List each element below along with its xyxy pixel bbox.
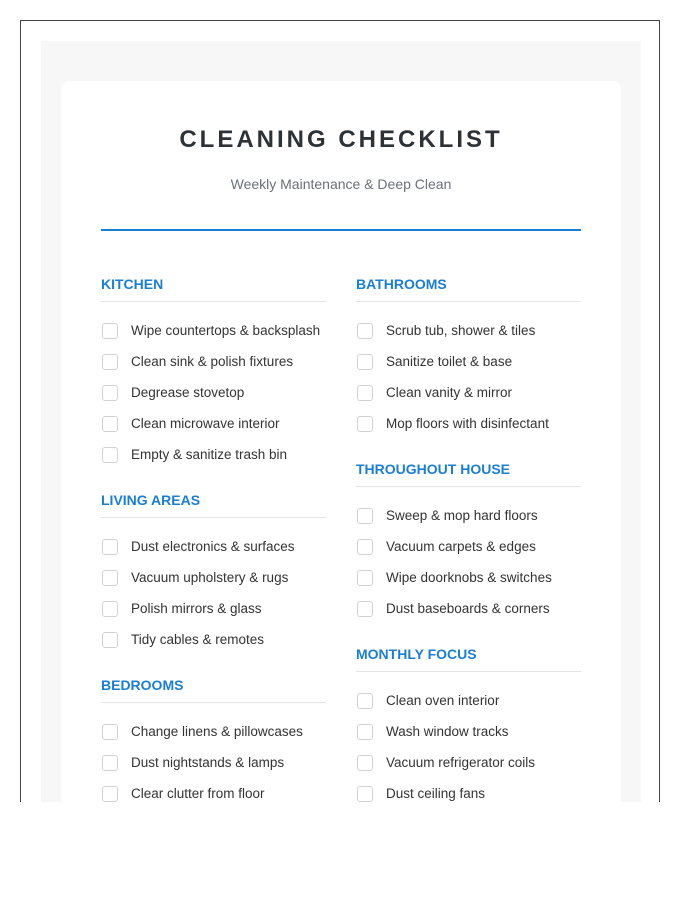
checklist-item[interactable] xyxy=(356,747,581,778)
checklist-item[interactable] xyxy=(356,531,581,562)
page-backdrop xyxy=(41,41,641,802)
checkbox[interactable] xyxy=(102,786,118,802)
checklist-item[interactable] xyxy=(101,562,326,593)
checkbox[interactable] xyxy=(357,539,373,555)
checklist-item-label: Clear clutter from floor xyxy=(131,786,265,801)
section-bedrooms xyxy=(101,677,326,802)
checklist-item-label: Clean vanity & mirror xyxy=(386,385,513,400)
checklist-item[interactable] xyxy=(356,408,581,439)
checklist-item[interactable] xyxy=(101,315,326,346)
checklist-item[interactable] xyxy=(356,778,581,802)
checklist-item[interactable] xyxy=(356,500,581,531)
section-monthly-focus xyxy=(356,646,581,802)
checklist-item[interactable] xyxy=(356,315,581,346)
checklist-item-label: Sweep & mop hard floors xyxy=(386,508,538,523)
checklist-item-label: Degrease stovetop xyxy=(131,385,245,400)
checkbox[interactable] xyxy=(357,508,373,524)
checklist-item[interactable] xyxy=(356,716,581,747)
header-divider xyxy=(101,229,581,231)
section-living-areas xyxy=(101,492,326,655)
checkbox[interactable] xyxy=(102,632,118,648)
checkbox[interactable] xyxy=(357,416,373,432)
checklist-item-label: Vacuum upholstery & rugs xyxy=(131,570,289,585)
section-bathrooms xyxy=(356,276,581,439)
checklist-item-label: Polish mirrors & glass xyxy=(131,601,262,616)
section-heading: MONTHLY FOCUS xyxy=(356,646,581,672)
section-heading: BATHROOMS xyxy=(356,276,581,302)
section-kitchen xyxy=(101,276,326,470)
checklist-item[interactable] xyxy=(101,593,326,624)
checklist-item-label: Scrub tub, shower & tiles xyxy=(386,323,536,338)
checklist-item[interactable] xyxy=(101,346,326,377)
page-subtitle: Weekly Maintenance & Deep Clean xyxy=(230,176,452,192)
checklist-item-label: Dust ceiling fans xyxy=(386,786,486,801)
checkbox[interactable] xyxy=(357,786,373,802)
checkbox[interactable] xyxy=(357,354,373,370)
checkbox[interactable] xyxy=(102,724,118,740)
checklist-item[interactable] xyxy=(101,624,326,655)
checkbox[interactable] xyxy=(357,724,373,740)
checklist-item[interactable] xyxy=(101,716,326,747)
checklist-item-label: Sanitize toilet & base xyxy=(386,354,513,369)
checklist-item[interactable] xyxy=(356,593,581,624)
checklist-item[interactable] xyxy=(356,685,581,716)
checklist-item-label: Clean oven interior xyxy=(386,693,500,708)
checklist-item-label: Wipe countertops & backsplash xyxy=(131,323,321,338)
checklist-item[interactable] xyxy=(101,408,326,439)
checkbox[interactable] xyxy=(102,354,118,370)
checkbox[interactable] xyxy=(357,755,373,771)
checklist-item[interactable] xyxy=(101,439,326,470)
checklist-item-label: Vacuum refrigerator coils xyxy=(386,755,536,770)
checkbox[interactable] xyxy=(357,323,373,339)
checklist-item[interactable] xyxy=(101,778,326,802)
document-frame xyxy=(20,20,660,802)
checklist-column-right xyxy=(356,276,581,802)
checklist-item-label: Empty & sanitize trash bin xyxy=(131,447,288,462)
checkbox[interactable] xyxy=(102,416,118,432)
checklist-column-left xyxy=(101,276,326,802)
checklist-item-label: Vacuum carpets & edges xyxy=(386,539,536,554)
checkbox[interactable] xyxy=(357,693,373,709)
section-heading: BEDROOMS xyxy=(101,677,326,703)
checklist-item[interactable] xyxy=(356,377,581,408)
checklist-item-label: Mop floors with disinfectant xyxy=(386,416,549,431)
checkbox[interactable] xyxy=(102,447,118,463)
checkbox[interactable] xyxy=(102,323,118,339)
checkbox[interactable] xyxy=(102,601,118,617)
section-heading: KITCHEN xyxy=(101,276,326,302)
checkbox[interactable] xyxy=(102,755,118,771)
checklist-card xyxy=(61,81,621,802)
checklist-item-label: Tidy cables & remotes xyxy=(131,632,265,647)
checkbox[interactable] xyxy=(102,570,118,586)
checkbox[interactable] xyxy=(357,570,373,586)
checkbox[interactable] xyxy=(357,385,373,401)
checkbox[interactable] xyxy=(102,539,118,555)
checkbox[interactable] xyxy=(357,601,373,617)
checklist-item[interactable] xyxy=(101,377,326,408)
checklist-item[interactable] xyxy=(356,562,581,593)
checklist-item-label: Clean sink & polish fixtures xyxy=(131,354,294,369)
section-throughout-house xyxy=(356,461,581,624)
section-heading: THROUGHOUT HOUSE xyxy=(356,461,581,487)
checklist-item-label: Dust baseboards & corners xyxy=(386,601,550,616)
checklist-item[interactable] xyxy=(101,747,326,778)
checkbox[interactable] xyxy=(102,385,118,401)
checklist-item[interactable] xyxy=(101,531,326,562)
section-heading: LIVING AREAS xyxy=(101,492,326,518)
checklist-item[interactable] xyxy=(356,346,581,377)
checklist-item-label: Wipe doorknobs & switches xyxy=(386,570,552,585)
checklist-item-label: Clean microwave interior xyxy=(131,416,280,431)
checklist-item-label: Dust electronics & surfaces xyxy=(131,539,295,554)
checklist-item-label: Dust nightstands & lamps xyxy=(131,755,285,770)
checklist-item-label: Wash window tracks xyxy=(386,724,509,739)
checklist-item-label: Change linens & pillowcases xyxy=(131,724,303,739)
page-title: CLEANING CHECKLIST xyxy=(179,126,503,153)
